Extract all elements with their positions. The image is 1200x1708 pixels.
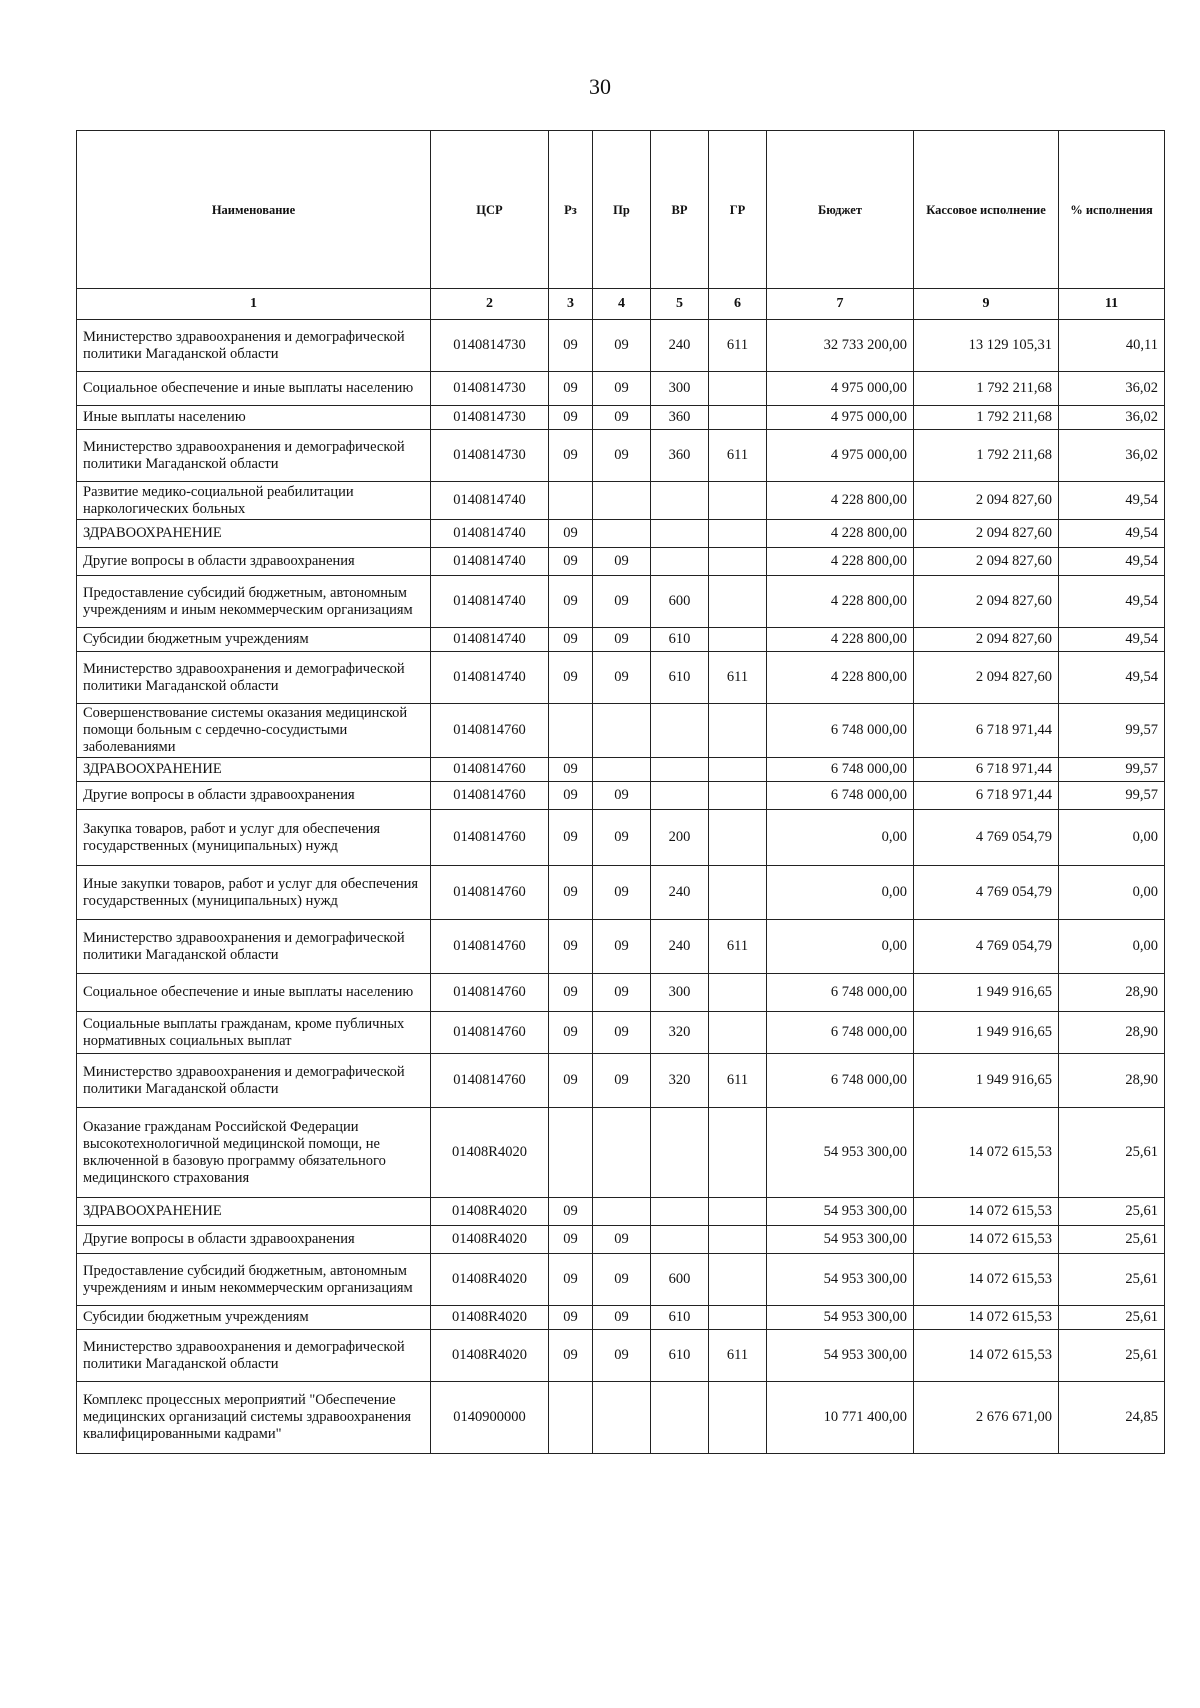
row-name: ЗДРАВООХРАНЕНИЕ (77, 520, 431, 548)
table-row (77, 758, 1165, 782)
row-name: Оказание гражданам Российской Федерации высокотехнологичной медицинской помощи, не включенной в базовую программу обязательного медицинского страхования (77, 1108, 431, 1198)
row-execution-percent: 25,61 (1059, 1306, 1165, 1330)
row-cash-execution: 1 792 211,68 (914, 372, 1059, 406)
row-cash-execution: 2 094 827,60 (914, 548, 1059, 576)
row-csr: 0140814740 (431, 482, 549, 520)
row-rz: 09 (549, 1226, 593, 1254)
row-execution-percent: 49,54 (1059, 548, 1165, 576)
row-csr: 01408R4020 (431, 1226, 549, 1254)
row-name: Министерство здравоохранения и демографической политики Магаданской области (77, 320, 431, 372)
row-vr: 600 (651, 576, 709, 628)
row-gr (709, 482, 767, 520)
table-row (77, 810, 1165, 866)
row-pr: 09 (593, 920, 651, 974)
row-gr (709, 1226, 767, 1254)
row-name: Другие вопросы в области здравоохранения (77, 548, 431, 576)
row-vr: 610 (651, 628, 709, 652)
column-number: 11 (1059, 289, 1165, 320)
row-gr (709, 372, 767, 406)
row-pr: 09 (593, 652, 651, 704)
row-gr (709, 576, 767, 628)
row-pr (593, 482, 651, 520)
row-name: Субсидии бюджетным учреждениям (77, 1306, 431, 1330)
row-gr: 611 (709, 1054, 767, 1108)
row-pr (593, 1382, 651, 1454)
row-pr: 09 (593, 430, 651, 482)
row-vr: 300 (651, 372, 709, 406)
row-pr (593, 704, 651, 758)
row-name: Другие вопросы в области здравоохранения (77, 1226, 431, 1254)
row-execution-percent: 36,02 (1059, 430, 1165, 482)
row-gr: 611 (709, 430, 767, 482)
row-vr: 200 (651, 810, 709, 866)
row-execution-percent: 99,57 (1059, 758, 1165, 782)
row-gr (709, 974, 767, 1012)
row-csr: 01408R4020 (431, 1306, 549, 1330)
row-csr: 0140814730 (431, 320, 549, 372)
row-budget: 4 228 800,00 (767, 548, 914, 576)
column-number: 9 (914, 289, 1059, 320)
row-pr: 09 (593, 1330, 651, 1382)
row-name: Развитие медико-социальной реабилитации наркологических больных (77, 482, 431, 520)
table-row (77, 1330, 1165, 1382)
row-rz: 09 (549, 758, 593, 782)
row-gr (709, 704, 767, 758)
row-csr: 0140814730 (431, 372, 549, 406)
table-row (77, 1254, 1165, 1306)
row-csr: 0140814740 (431, 628, 549, 652)
row-csr: 0140814730 (431, 430, 549, 482)
row-pr: 09 (593, 576, 651, 628)
row-cash-execution: 1 949 916,65 (914, 974, 1059, 1012)
row-gr (709, 1306, 767, 1330)
row-cash-execution: 6 718 971,44 (914, 758, 1059, 782)
table-header-row (77, 131, 1165, 289)
row-budget: 4 228 800,00 (767, 576, 914, 628)
row-rz: 09 (549, 1330, 593, 1382)
table-row (77, 628, 1165, 652)
header-cash-execution: Кассовое исполнение (914, 131, 1059, 289)
row-gr: 611 (709, 652, 767, 704)
row-cash-execution: 14 072 615,53 (914, 1108, 1059, 1198)
row-budget: 32 733 200,00 (767, 320, 914, 372)
table-row (77, 920, 1165, 974)
row-pr (593, 758, 651, 782)
row-execution-percent: 28,90 (1059, 1054, 1165, 1108)
row-rz: 09 (549, 320, 593, 372)
row-execution-percent: 28,90 (1059, 1012, 1165, 1054)
row-vr (651, 520, 709, 548)
row-execution-percent: 25,61 (1059, 1198, 1165, 1226)
row-budget: 4 975 000,00 (767, 372, 914, 406)
table-row (77, 1306, 1165, 1330)
row-name: Комплекс процессных мероприятий "Обеспечение медицинских организаций системы здравоохранения квалифицированными кадрами" (77, 1382, 431, 1454)
row-execution-percent: 49,54 (1059, 576, 1165, 628)
row-rz: 09 (549, 372, 593, 406)
header-csr: ЦСР (431, 131, 549, 289)
row-execution-percent: 24,85 (1059, 1382, 1165, 1454)
row-rz: 09 (549, 810, 593, 866)
row-csr: 0140814760 (431, 866, 549, 920)
table-row (77, 866, 1165, 920)
page-number: 30 (589, 74, 611, 99)
row-vr (651, 758, 709, 782)
row-execution-percent: 36,02 (1059, 372, 1165, 406)
row-cash-execution: 2 094 827,60 (914, 520, 1059, 548)
row-execution-percent: 28,90 (1059, 974, 1165, 1012)
row-rz: 09 (549, 1012, 593, 1054)
row-execution-percent: 99,57 (1059, 704, 1165, 758)
column-number: 3 (549, 289, 593, 320)
row-cash-execution: 2 094 827,60 (914, 576, 1059, 628)
row-pr: 09 (593, 810, 651, 866)
table-row (77, 1108, 1165, 1198)
row-rz: 09 (549, 520, 593, 548)
row-execution-percent: 0,00 (1059, 920, 1165, 974)
row-cash-execution: 4 769 054,79 (914, 920, 1059, 974)
row-execution-percent: 49,54 (1059, 652, 1165, 704)
row-cash-execution: 14 072 615,53 (914, 1254, 1059, 1306)
row-csr: 0140814760 (431, 704, 549, 758)
row-csr: 0140814760 (431, 1012, 549, 1054)
column-number: 7 (767, 289, 914, 320)
row-gr (709, 628, 767, 652)
table-row (77, 482, 1165, 520)
row-vr: 610 (651, 652, 709, 704)
row-name: Министерство здравоохранения и демографической политики Магаданской области (77, 430, 431, 482)
row-gr: 611 (709, 920, 767, 974)
column-number: 1 (77, 289, 431, 320)
row-vr (651, 1198, 709, 1226)
row-csr: 0140814740 (431, 652, 549, 704)
table-row (77, 406, 1165, 430)
row-budget: 10 771 400,00 (767, 1382, 914, 1454)
row-budget: 6 748 000,00 (767, 758, 914, 782)
row-name: ЗДРАВООХРАНЕНИЕ (77, 1198, 431, 1226)
row-vr: 240 (651, 320, 709, 372)
row-rz: 09 (549, 974, 593, 1012)
row-budget: 54 953 300,00 (767, 1226, 914, 1254)
row-budget: 54 953 300,00 (767, 1108, 914, 1198)
row-budget: 4 228 800,00 (767, 482, 914, 520)
table-row (77, 782, 1165, 810)
table-row (77, 320, 1165, 372)
row-name: ЗДРАВООХРАНЕНИЕ (77, 758, 431, 782)
row-pr: 09 (593, 628, 651, 652)
row-csr: 0140814760 (431, 758, 549, 782)
header-name: Наименование (77, 131, 431, 289)
row-name: Предоставление субсидий бюджетным, автономным учреждениям и иным некоммерческим организациям (77, 1254, 431, 1306)
row-execution-percent: 49,54 (1059, 520, 1165, 548)
row-gr: 611 (709, 1330, 767, 1382)
table-row (77, 1054, 1165, 1108)
row-gr (709, 810, 767, 866)
row-gr (709, 1198, 767, 1226)
row-cash-execution: 6 718 971,44 (914, 704, 1059, 758)
row-gr (709, 1254, 767, 1306)
row-cash-execution: 2 094 827,60 (914, 628, 1059, 652)
row-cash-execution: 2 094 827,60 (914, 652, 1059, 704)
table-body (77, 320, 1165, 1454)
row-gr (709, 1108, 767, 1198)
row-csr: 0140814760 (431, 782, 549, 810)
row-execution-percent: 25,61 (1059, 1226, 1165, 1254)
row-vr: 240 (651, 920, 709, 974)
row-name: Предоставление субсидий бюджетным, автономным учреждениям и иным некоммерческим организациям (77, 576, 431, 628)
row-pr (593, 1198, 651, 1226)
row-csr: 01408R4020 (431, 1108, 549, 1198)
row-pr: 09 (593, 1012, 651, 1054)
row-name: Министерство здравоохранения и демографической политики Магаданской области (77, 1330, 431, 1382)
table-row (77, 974, 1165, 1012)
row-budget: 0,00 (767, 920, 914, 974)
row-name: Министерство здравоохранения и демографической политики Магаданской области (77, 652, 431, 704)
row-execution-percent: 25,61 (1059, 1330, 1165, 1382)
row-pr: 09 (593, 1254, 651, 1306)
table-row (77, 372, 1165, 406)
row-budget: 54 953 300,00 (767, 1306, 914, 1330)
header-gr: ГР (709, 131, 767, 289)
row-execution-percent: 25,61 (1059, 1108, 1165, 1198)
row-gr (709, 758, 767, 782)
row-vr (651, 782, 709, 810)
row-cash-execution: 4 769 054,79 (914, 810, 1059, 866)
table-row (77, 1226, 1165, 1254)
row-name: Закупка товаров, работ и услуг для обеспечения государственных (муниципальных) нужд (77, 810, 431, 866)
row-gr (709, 1012, 767, 1054)
table-row (77, 652, 1165, 704)
row-budget: 0,00 (767, 810, 914, 866)
row-cash-execution: 13 129 105,31 (914, 320, 1059, 372)
row-rz: 09 (549, 1198, 593, 1226)
column-number: 2 (431, 289, 549, 320)
row-name: Министерство здравоохранения и демографической политики Магаданской области (77, 920, 431, 974)
row-name: Министерство здравоохранения и демографической политики Магаданской области (77, 1054, 431, 1108)
table-row (77, 520, 1165, 548)
row-rz: 09 (549, 576, 593, 628)
row-budget: 4 228 800,00 (767, 628, 914, 652)
row-vr (651, 1108, 709, 1198)
row-gr (709, 406, 767, 430)
table-row (77, 576, 1165, 628)
row-pr: 09 (593, 406, 651, 430)
row-cash-execution: 14 072 615,53 (914, 1198, 1059, 1226)
row-pr: 09 (593, 548, 651, 576)
row-csr: 0140900000 (431, 1382, 549, 1454)
row-budget: 6 748 000,00 (767, 704, 914, 758)
row-gr (709, 520, 767, 548)
row-gr (709, 782, 767, 810)
row-rz: 09 (549, 1306, 593, 1330)
row-budget: 54 953 300,00 (767, 1330, 914, 1382)
row-execution-percent: 36,02 (1059, 406, 1165, 430)
row-vr (651, 548, 709, 576)
table-row (77, 430, 1165, 482)
row-vr (651, 1226, 709, 1254)
row-budget: 4 975 000,00 (767, 430, 914, 482)
row-csr: 01408R4020 (431, 1254, 549, 1306)
row-vr: 240 (651, 866, 709, 920)
row-budget: 4 228 800,00 (767, 520, 914, 548)
row-rz: 09 (549, 406, 593, 430)
row-pr (593, 1108, 651, 1198)
row-rz: 09 (549, 652, 593, 704)
row-pr: 09 (593, 320, 651, 372)
row-vr: 360 (651, 406, 709, 430)
row-pr: 09 (593, 1226, 651, 1254)
row-pr: 09 (593, 1054, 651, 1108)
header-execution-percent: % исполнения (1059, 131, 1165, 289)
row-rz: 09 (549, 782, 593, 810)
row-name: Социальное обеспечение и иные выплаты населению (77, 372, 431, 406)
row-execution-percent: 25,61 (1059, 1254, 1165, 1306)
row-rz: 09 (549, 628, 593, 652)
row-vr: 610 (651, 1330, 709, 1382)
header-budget: Бюджет (767, 131, 914, 289)
row-vr: 300 (651, 974, 709, 1012)
row-budget: 6 748 000,00 (767, 974, 914, 1012)
row-vr (651, 1382, 709, 1454)
row-gr (709, 1382, 767, 1454)
row-budget: 6 748 000,00 (767, 1054, 914, 1108)
row-rz: 09 (549, 548, 593, 576)
row-rz (549, 1108, 593, 1198)
row-cash-execution: 6 718 971,44 (914, 782, 1059, 810)
row-csr: 0140814760 (431, 810, 549, 866)
row-name: Социальные выплаты гражданам, кроме публичных нормативных социальных выплат (77, 1012, 431, 1054)
row-budget: 0,00 (767, 866, 914, 920)
header-pr: Пр (593, 131, 651, 289)
row-cash-execution: 2 676 671,00 (914, 1382, 1059, 1454)
column-number-row (77, 289, 1165, 320)
row-vr: 320 (651, 1054, 709, 1108)
row-vr: 610 (651, 1306, 709, 1330)
row-vr: 600 (651, 1254, 709, 1306)
row-cash-execution: 2 094 827,60 (914, 482, 1059, 520)
row-vr (651, 704, 709, 758)
row-pr: 09 (593, 372, 651, 406)
row-csr: 0140814740 (431, 520, 549, 548)
row-vr: 360 (651, 430, 709, 482)
row-rz: 09 (549, 866, 593, 920)
header-vr: ВР (651, 131, 709, 289)
column-number: 4 (593, 289, 651, 320)
row-rz: 09 (549, 920, 593, 974)
row-csr: 0140814730 (431, 406, 549, 430)
row-rz: 09 (549, 1254, 593, 1306)
row-name: Иные закупки товаров, работ и услуг для обеспечения государственных (муниципальных) нужд (77, 866, 431, 920)
row-csr: 0140814740 (431, 548, 549, 576)
column-number: 6 (709, 289, 767, 320)
row-execution-percent: 99,57 (1059, 782, 1165, 810)
row-csr: 0140814760 (431, 974, 549, 1012)
row-gr: 611 (709, 320, 767, 372)
row-rz (549, 704, 593, 758)
row-cash-execution: 1 949 916,65 (914, 1012, 1059, 1054)
table-row (77, 704, 1165, 758)
row-cash-execution: 1 792 211,68 (914, 430, 1059, 482)
row-rz (549, 482, 593, 520)
table-row (77, 1382, 1165, 1454)
row-budget: 54 953 300,00 (767, 1198, 914, 1226)
row-rz: 09 (549, 430, 593, 482)
column-number: 5 (651, 289, 709, 320)
row-cash-execution: 14 072 615,53 (914, 1330, 1059, 1382)
row-name: Совершенствование системы оказания медицинской помощи больным с сердечно-сосудистыми заболеваниями (77, 704, 431, 758)
row-cash-execution: 4 769 054,79 (914, 866, 1059, 920)
row-rz (549, 1382, 593, 1454)
row-pr: 09 (593, 866, 651, 920)
row-budget: 4 228 800,00 (767, 652, 914, 704)
row-budget: 54 953 300,00 (767, 1254, 914, 1306)
header-rz: Рз (549, 131, 593, 289)
row-pr: 09 (593, 974, 651, 1012)
row-csr: 0140814760 (431, 920, 549, 974)
row-cash-execution: 14 072 615,53 (914, 1226, 1059, 1254)
row-gr (709, 866, 767, 920)
row-pr: 09 (593, 1306, 651, 1330)
row-csr: 01408R4020 (431, 1330, 549, 1382)
table-row (77, 548, 1165, 576)
row-name: Субсидии бюджетным учреждениям (77, 628, 431, 652)
row-cash-execution: 1 949 916,65 (914, 1054, 1059, 1108)
budget-execution-table (76, 130, 1165, 1454)
row-budget: 6 748 000,00 (767, 782, 914, 810)
row-execution-percent: 49,54 (1059, 482, 1165, 520)
row-vr (651, 482, 709, 520)
row-cash-execution: 1 792 211,68 (914, 406, 1059, 430)
row-execution-percent: 0,00 (1059, 810, 1165, 866)
row-execution-percent: 40,11 (1059, 320, 1165, 372)
row-name: Социальное обеспечение и иные выплаты населению (77, 974, 431, 1012)
row-gr (709, 548, 767, 576)
table-row (77, 1198, 1165, 1226)
row-vr: 320 (651, 1012, 709, 1054)
row-name: Другие вопросы в области здравоохранения (77, 782, 431, 810)
row-execution-percent: 0,00 (1059, 866, 1165, 920)
row-csr: 0140814760 (431, 1054, 549, 1108)
row-execution-percent: 49,54 (1059, 628, 1165, 652)
table-row (77, 1012, 1165, 1054)
row-rz: 09 (549, 1054, 593, 1108)
row-cash-execution: 14 072 615,53 (914, 1306, 1059, 1330)
row-budget: 4 975 000,00 (767, 406, 914, 430)
row-csr: 01408R4020 (431, 1198, 549, 1226)
row-name: Иные выплаты населению (77, 406, 431, 430)
row-budget: 6 748 000,00 (767, 1012, 914, 1054)
row-csr: 0140814740 (431, 576, 549, 628)
row-pr (593, 520, 651, 548)
row-pr: 09 (593, 782, 651, 810)
